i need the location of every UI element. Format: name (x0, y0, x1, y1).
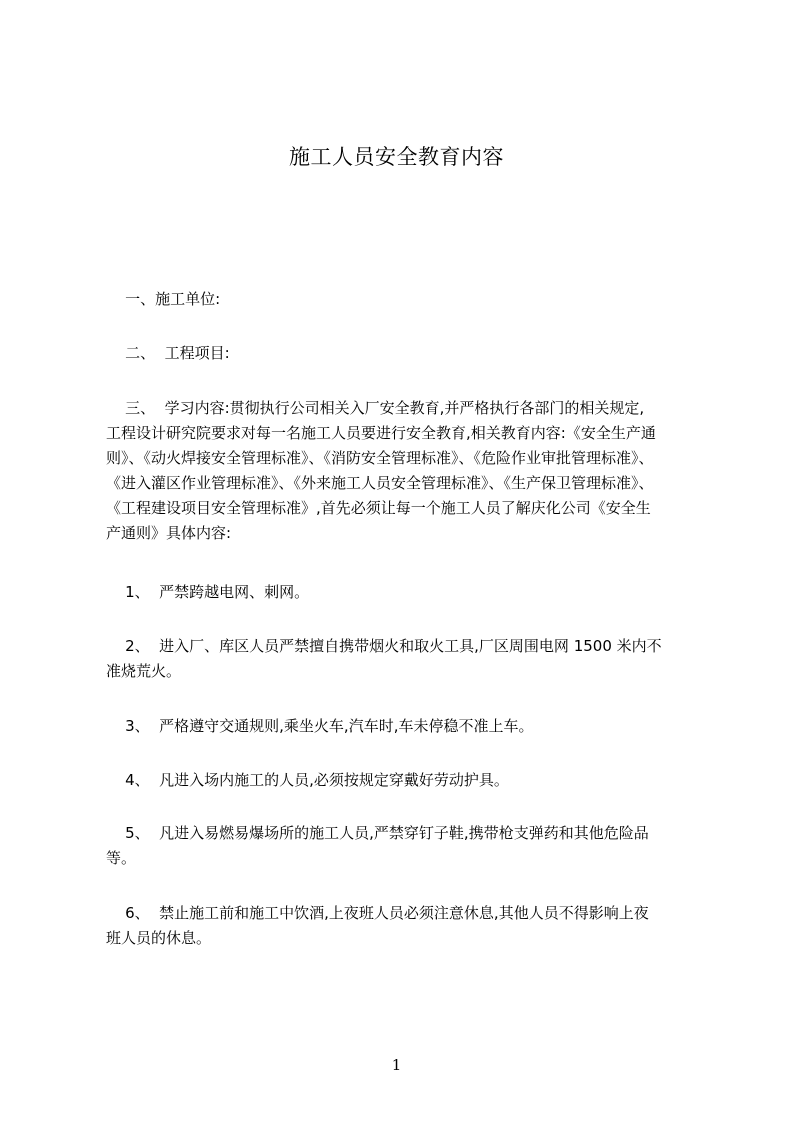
text-line: 三、 学习内容:贯彻执行公司相关入厂安全教育,并严格执行各部门的相关规定, (106, 399, 645, 417)
text-line: 班人员的休息。 (106, 929, 212, 947)
document-title: 施工人员安全教育内容 (289, 145, 504, 169)
page-number: 1 (391, 1056, 402, 1074)
text-line: 6、 禁止施工前和施工中饮酒,上夜班人员必须注意休息,其他人员不得影响上夜 (106, 904, 649, 922)
text-line: 1、 严禁跨越电网、刺网。 (106, 583, 310, 601)
rule-item-1 (106, 580, 706, 605)
text-line: 工程设计研究院要求对每一名施工人员要进行安全教育,相关教育内容:《安全生产通 (106, 424, 656, 442)
text-line: 《进入灌区作业管理标准》、《外来施工人员安全管理标准》、《生产保卫管理标准》、 (106, 474, 654, 492)
rule-item-3 (106, 714, 706, 739)
rule-item-4 (106, 768, 706, 793)
text-line: 等。 (106, 849, 137, 867)
text-line: 《工程建设项目安全管理标准》,首先必须让每一个施工人员了解庆化公司《安全生 (106, 499, 651, 517)
text-line: 2、 进入厂、库区人员严禁擅自携带烟火和取火工具,厂区周围电网 1500 米内不 (106, 637, 662, 655)
text-line: 一、施工单位: (106, 290, 221, 308)
rule-item-6 (106, 901, 706, 951)
text-line: 5、 凡进入易燃易爆场所的施工人员,严禁穿钉子鞋,携带枪支弹药和其他危险品 (106, 824, 649, 842)
section-construction-unit (106, 287, 706, 312)
text-line: 产通则》具体内容: (106, 524, 232, 542)
section-study-content (106, 396, 706, 546)
text-line: 准烧荒火。 (106, 662, 182, 680)
text-line: 则》、《动火焊接安全管理标准》、《消防安全管理标准》、《危险作业审批管理标准》、 (106, 449, 654, 467)
section-project (106, 341, 706, 366)
text-line: 3、 严格遵守交通规则,乘坐火车,汽车时,车未停稳不准上车。 (106, 717, 534, 735)
rule-item-2 (106, 634, 706, 684)
rule-item-5 (106, 821, 706, 871)
text-line: 二、 工程项目: (106, 344, 230, 362)
text-line: 4、 凡进入场内施工的人员,必须按规定穿戴好劳动护具。 (106, 771, 509, 789)
